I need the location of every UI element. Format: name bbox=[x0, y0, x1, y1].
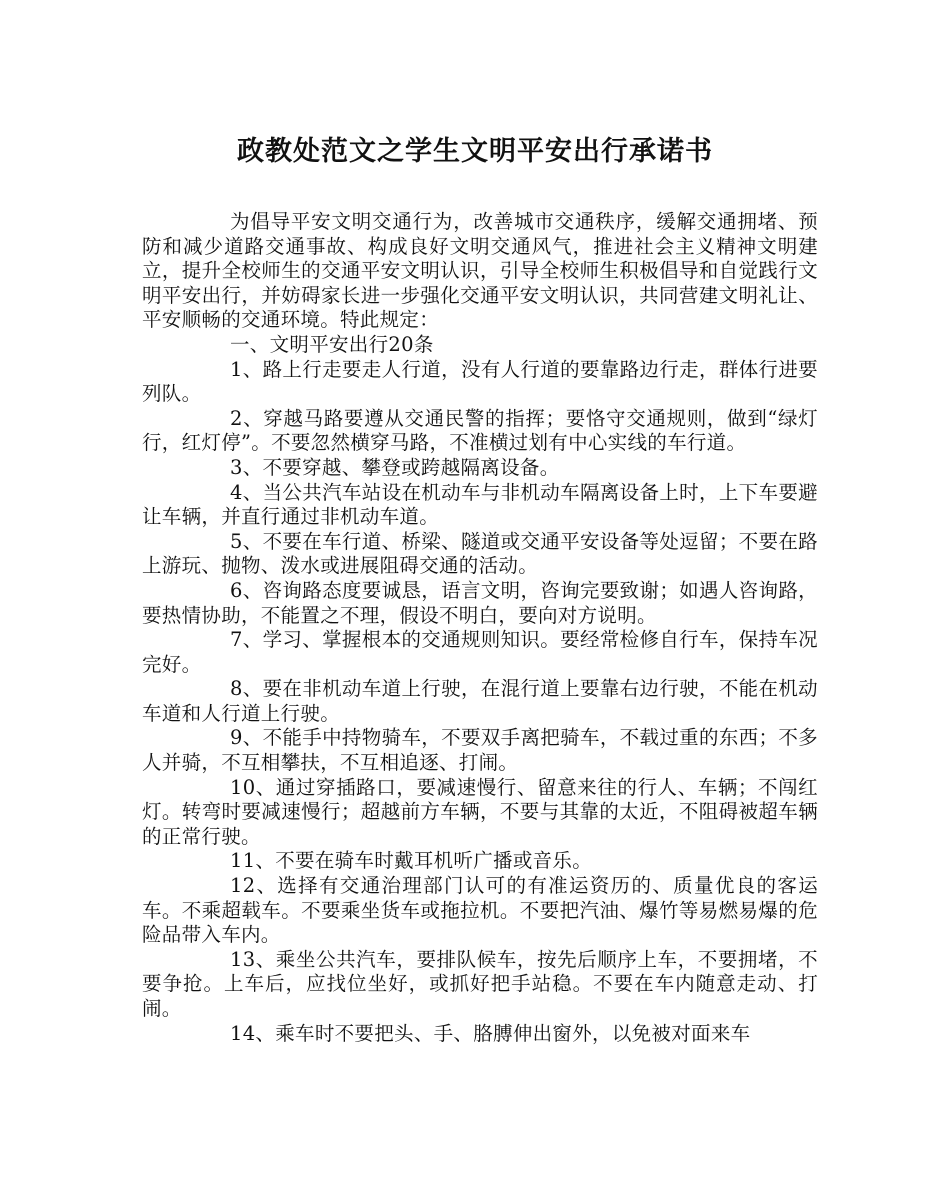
rule-item: 10、通过穿插路口，要减速慢行、留意来往的行人、车辆；不闯红灯。转弯时要减速慢行；超越前方车辆，不要与其靠的太近，不阻碍被超车辆的正常行驶。 bbox=[142, 775, 818, 848]
rule-item: 13、乘坐公共汽车，要排队候车，按先后顺序上车，不要拥堵，不要争抢。上车后，应找位坐好，或抓好把手站稳。不要在车内随意走动、打闹。 bbox=[142, 947, 818, 1020]
rule-item: 6、咨询路态度要诚恳，语言文明，咨询完要致谢；如遇人咨询路，要热情协助，不能置之不理，假设不明白，要向对方说明。 bbox=[142, 578, 818, 627]
rule-item: 2、穿越马路要遵从交通民警的指挥；要恪守交通规则，做到“绿灯行，红灯停”。不要忽然横穿马路，不准横过划有中心实线的车行道。 bbox=[142, 406, 818, 455]
rule-item: 11、不要在骑车时戴耳机听广播或音乐。 bbox=[230, 849, 593, 873]
rule-item: 12、选择有交通治理部门认可的有准运资历的、质量优良的客运车。不乘超载车。不要乘坐货车或拖拉机。不要把汽油、爆竹等易燃易爆的危险品带入车内。 bbox=[142, 874, 818, 947]
rule-item: 9、不能手中持物骑车，不要双手离把骑车，不载过重的东西；不多人并骑，不互相攀扶，不互相追逐、打闹。 bbox=[142, 726, 818, 775]
rule-item: 7、学习、掌握根本的交通规则知识。要经常检修自行车，保持车况完好。 bbox=[142, 628, 818, 676]
rule-item: 5、不要在车行道、桥梁、隧道或交通平安设备等处逗留；不要在路上游玩、抛物、泼水或进展阻碍交通的活动。 bbox=[142, 529, 818, 578]
intro-paragraph: 为倡导平安文明交通行为，改善城市交通秩序，缓解交通拥堵、预防和减少道路交通事故、构成良好文明交通风气，推进社会主义精神文明建立，提升全校师生的交通平安文明认识，引导全校师生积极倡导和自觉践行文明平安出行，并妨碍家长进一步强化交通平安文明认识，共同营建文明礼让、平安顺畅的交通环境。特此规定： bbox=[142, 210, 818, 332]
rule-item: 14、乘车时不要把头、手、胳膊伸出窗外，以免被对面来车 bbox=[230, 1021, 751, 1045]
document-title: 政教处范文之学生文明平安出行承诺书 bbox=[237, 136, 713, 167]
section-heading: 一、文明平安出行20条 bbox=[230, 332, 434, 356]
rule-item: 1、路上行走要走人行道，没有人行道的要靠路边行走，群体行进要列队。 bbox=[142, 357, 818, 406]
document-body bbox=[142, 210, 818, 1046]
rule-item: 4、当公共汽车站设在机动车与非机动车隔离设备上时，上下车要避让车辆，并直行通过非机动车道。 bbox=[142, 480, 818, 529]
rule-item: 3、不要穿越、攀登或跨越隔离设备。 bbox=[230, 455, 560, 479]
rule-item: 8、要在非机动车道上行驶，在混行道上要靠右边行驶，不能在机动车道和人行道上行驶。 bbox=[142, 677, 818, 725]
